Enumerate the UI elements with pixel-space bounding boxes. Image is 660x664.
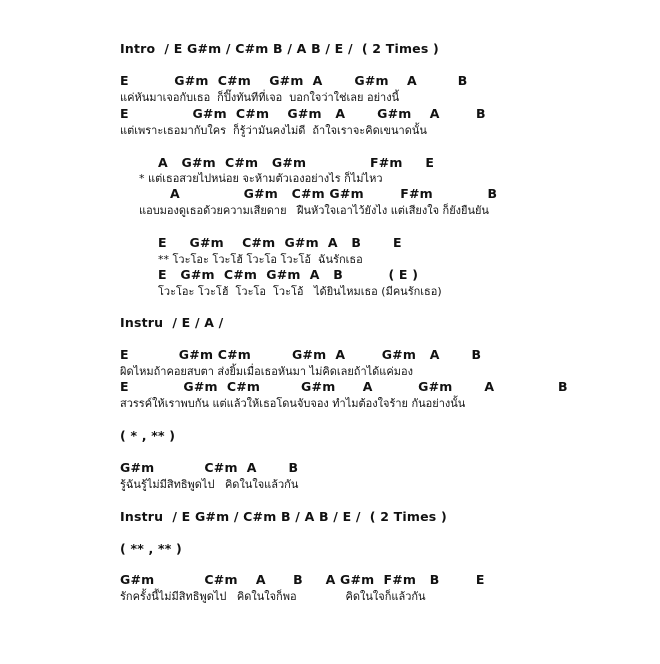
verse1-chords-2: E G#m C#m G#m A G#m A B [120, 106, 486, 121]
repeat-marker-1: ( * , ** ) [120, 428, 176, 443]
prechorus-lyric-1: * แต่เธอสวยไปหน่อย จะห้ามตัวเองอย่างไร ก็ไม่ไหว [139, 172, 383, 185]
verse2-lyric-1: ผิดไหมถ้าคอยสบตา ส่งยิ้มเมื่อเธอหันมา ไม่คิดเลยถ้าได้แค่มอง [120, 365, 413, 378]
hook-lyric-1: ** โวะโอะ โวะโฮ้ โวะโอ โวะโอ้ ฉันรักเธอ [158, 253, 363, 266]
repeat-marker-2: ( ** , ** ) [120, 541, 182, 556]
bridge-lyric: รู้ฉันรู้ไม่มีสิทธิพูดไป คิดในใจแล้วกัน [120, 478, 299, 491]
verse1-lyric-2: แต่เพราะเธอมากับใคร ก็รู้ว่ามันคงไม่ดี ถ้าใจเราจะคิดเขนาดนั้น [120, 124, 427, 137]
prechorus-chords-2: A G#m C#m G#m F#m B [170, 186, 498, 201]
verse1-lyric-1: แค่หันมาเจอกับเธอ ก็ปิ๊งทันทีที่เจอ บอกใจว่าใช่เลย อย่างนี้ [120, 91, 400, 104]
outro-lyric: รักครั้งนี้ไม่มีสิทธิพูดไป คิดในใจก็พอ คิดในใจก็แล้วกัน [120, 590, 426, 603]
hook-lyric-2: โวะโอะ โวะโฮ้ โวะโอ โวะโอ้ ได้ยินไหมเธอ (มีคนรักเธอ) [158, 285, 442, 298]
instru-line-1: Instru / E / A / [120, 315, 224, 330]
verse2-chords-2: E G#m C#m G#m A G#m A B [120, 379, 568, 394]
bridge-chords: G#m C#m A B [120, 460, 299, 475]
prechorus-chords-1: A G#m C#m G#m F#m E [158, 155, 435, 170]
instru-line-2: Instru / E G#m / C#m B / A B / E / ( 2 Times ) [120, 509, 447, 524]
hook-chords-1: E G#m C#m G#m A B E [158, 235, 402, 250]
prechorus-lyric-2: แอบมองดูเธอด้วยความเสียดาย ฝืนหัวใจเอาไว้ยังไง แต่เสียงใจ ก็ยังยืนยัน [139, 204, 489, 217]
outro-chords: G#m C#m A B A G#m F#m B E [120, 572, 485, 587]
intro-line: Intro / E G#m / C#m B / A B / E / ( 2 Times ) [120, 41, 439, 56]
verse2-lyric-2: สวรรค์ให้เราพบกัน แต่แล้วให้เธอโดนจับจอง ทำไมต้องใจร้าย กันอย่างนั้น [120, 397, 466, 410]
verse1-chords-1: E G#m C#m G#m A G#m A B [120, 73, 468, 88]
hook-chords-2: E G#m C#m G#m A B ( E ) [158, 267, 419, 282]
verse2-chords-1: E G#m C#m G#m A G#m A B [120, 347, 482, 362]
